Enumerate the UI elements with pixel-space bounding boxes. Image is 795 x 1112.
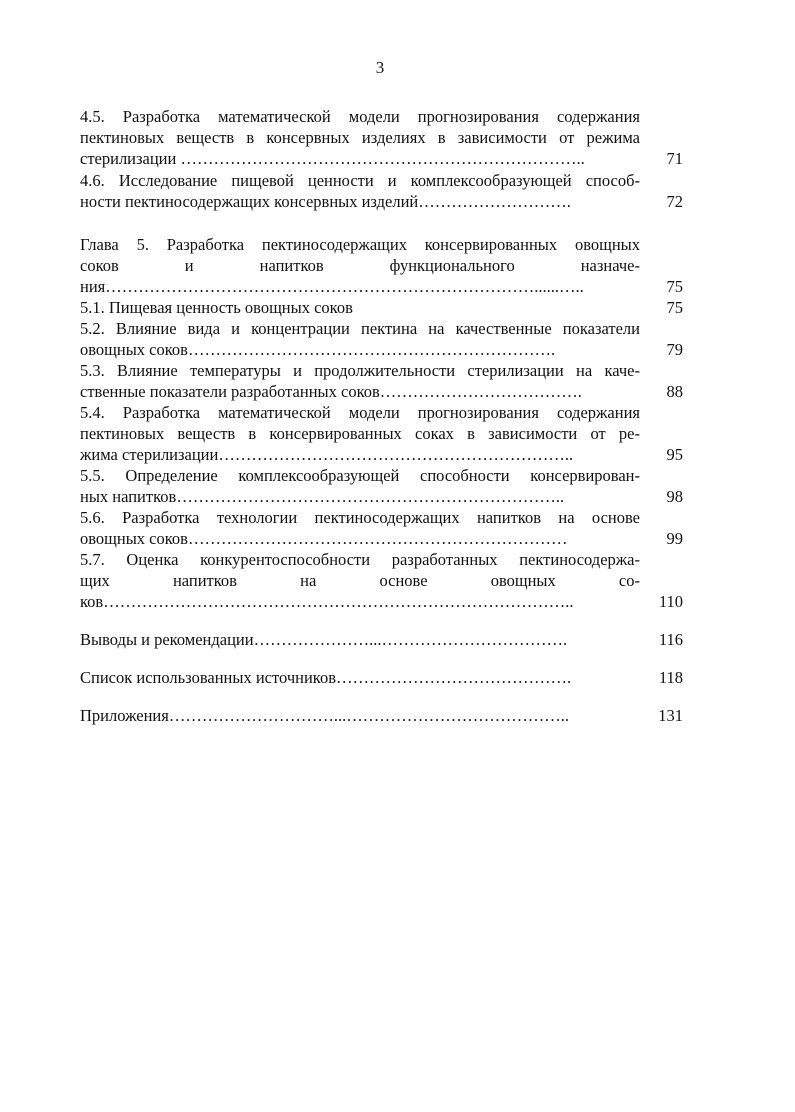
toc-entry-line: 4.5. Разработка математической модели прогнозирования содержания (80, 107, 640, 126)
toc-entry-5-1 (80, 297, 683, 318)
toc-entry-page: 75 (666, 277, 683, 296)
toc-entry-page: 72 (666, 192, 683, 211)
toc-entry-line: овощных соков…………………………………………………………. (80, 340, 556, 359)
toc-entry-page: 110 (658, 592, 683, 611)
toc-entry-chapter-5 (80, 234, 683, 297)
toc-entry-page: 131 (658, 706, 683, 725)
toc-entry-text (80, 170, 640, 212)
toc-entry-line: Выводы и рекомендации…………………...……………………………. (80, 630, 568, 649)
toc-entry-line: пектиновых веществ в консервированных соках в зависимости от ре- (80, 424, 640, 443)
table-of-contents (80, 106, 683, 726)
toc-entry-line: щих напитков на основе овощных со- (80, 571, 640, 590)
toc-entry-text (80, 297, 640, 318)
toc-entry-text (80, 629, 640, 650)
toc-entry-5-5 (80, 465, 683, 507)
toc-entry-page: 95 (666, 445, 683, 464)
toc-entry-5-7 (80, 549, 683, 612)
toc-entry-line: овощных соков…………………………………………………………… (80, 529, 568, 548)
toc-entry-page: 98 (666, 487, 683, 506)
toc-entry-line: 5.6. Разработка технологии пектиносодержащих напитков на основе (80, 508, 640, 527)
toc-entry-line: стерилизации ……………………………………………………………….. (80, 149, 585, 168)
toc-entry-line: 5.7. Оценка конкурентоспособности разработанных пектиносодержа- (80, 550, 640, 569)
toc-entry-page: 99 (666, 529, 683, 548)
toc-entry-line: Список использованных источников……………………………………. (80, 668, 572, 687)
toc-entry-line: соков и напитков функционального назначе- (80, 256, 640, 275)
toc-entry-5-3 (80, 360, 683, 402)
toc-entry-line: Приложения…………………………...………………………………….. (80, 706, 569, 725)
toc-entry-line: ственные показатели разработанных соков………………………………. (80, 382, 582, 401)
toc-entry-5-4 (80, 402, 683, 465)
toc-entry-text (80, 549, 640, 612)
page-number: 3 (375, 58, 385, 77)
toc-entry-line: жима стерилизации……………………………………………………….. (80, 445, 574, 464)
toc-entry-text (80, 234, 640, 297)
toc-entry-line: 5.3. Влияние температуры и продолжительности стерилизации на каче- (80, 361, 640, 380)
toc-entry-page: 118 (658, 668, 683, 687)
toc-entry-line: ния……………………………………………………………………......….. (80, 277, 584, 296)
toc-entry-page: 71 (666, 149, 683, 168)
toc-entry-line: ности пектиносодержащих консервных изделий………………………. (80, 192, 571, 211)
toc-entry-4-6 (80, 170, 683, 212)
toc-entry-line: 5.5. Определение комплексообразующей способности консервирован- (80, 466, 640, 485)
toc-entry-line: пектиновых веществ в консервных изделиях в зависимости от режима (80, 128, 640, 147)
toc-entry-page: 79 (666, 340, 683, 359)
toc-entry-text (80, 318, 640, 360)
toc-entry-line: ных напитков…………………………………………………………….. (80, 487, 565, 506)
toc-entry-5-2 (80, 318, 683, 360)
toc-entry-line: 5.4. Разработка математической модели прогнозирования содержания (80, 403, 640, 422)
toc-entry-conclusions (80, 629, 683, 650)
toc-entry-line: 5.2. Влияние вида и концентрации пектина на качественные показатели (80, 319, 640, 338)
toc-entry-text (80, 360, 640, 402)
toc-entry-text (80, 667, 640, 688)
toc-entry-appendices (80, 705, 683, 726)
toc-entry-text (80, 507, 640, 549)
toc-entry-text (80, 402, 640, 465)
toc-entry-line: ков………………………………………………………………………….. (80, 592, 574, 611)
toc-entry-line: 4.6. Исследование пищевой ценности и комплексообразующей способ- (80, 171, 640, 190)
toc-entry-page: 88 (666, 382, 683, 401)
toc-entry-page: 116 (658, 630, 683, 649)
toc-entry-text (80, 705, 640, 726)
toc-entry-text (80, 465, 640, 507)
toc-entry-page: 75 (666, 298, 683, 317)
toc-entry-references (80, 667, 683, 688)
toc-entry-line: 5.1. Пищевая ценность овощных соков (80, 298, 353, 317)
toc-entry-line: Глава 5. Разработка пектиносодержащих консервированных овощных (80, 235, 640, 254)
toc-entry-text (80, 106, 640, 169)
toc-entry-5-6 (80, 507, 683, 549)
toc-entry-4-5 (80, 106, 683, 169)
